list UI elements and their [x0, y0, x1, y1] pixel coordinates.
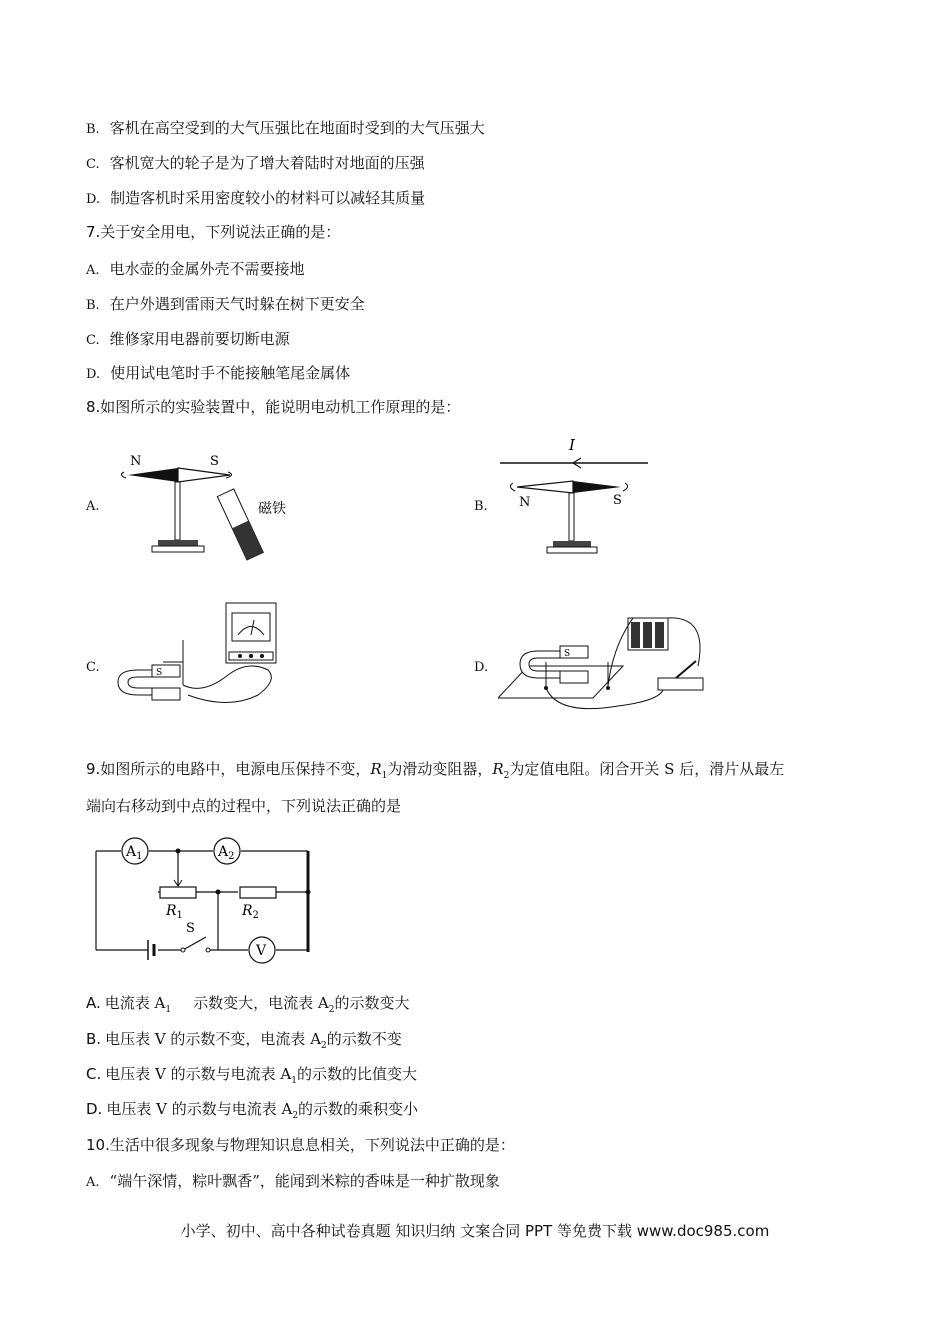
q6-option-b: B. 客机在高空受到的大气压强比在地面时受到的大气压强大	[86, 119, 485, 137]
q8-figure-d-label: D.	[474, 660, 489, 675]
q8-figure-a-compass-magnet	[110, 445, 310, 565]
compass-n-pole: N	[130, 454, 142, 469]
q8-stem: 8.如图所示的实验装置中，能说明电动机工作原理的是：	[86, 398, 461, 416]
q10-stem: 10.生活中很多现象与物理知识息息相关，下列说法中正确的是：	[86, 1136, 515, 1154]
q8-figure-b-wire-compass	[495, 430, 665, 560]
ammeter-a2: $A_2$	[218, 844, 235, 862]
q7-stem: 7.关于安全用电，下列说法正确的是：	[86, 223, 341, 241]
q7-option-c: C. 维修家用电器前要切断电源	[86, 330, 290, 348]
q9-circuit-diagram	[88, 832, 328, 964]
current-label: I	[569, 436, 575, 454]
magnet-s-pole: S	[156, 668, 163, 678]
q8-figure-b-label: B.	[474, 499, 488, 514]
resistor-r2-label: $R_2$	[242, 903, 259, 921]
page-footer: 小学、初中、高中各种试卷真题 知识归纳 文案合同 PPT 等免费下载 www.doc985.com	[180, 1222, 770, 1240]
compass-s-pole: S	[613, 493, 622, 508]
voltmeter-v: V	[256, 943, 267, 959]
q9-option-a: A. 电流表 $A_1$ 示数变大，电流表 $A_2$的示数变大	[86, 994, 410, 1015]
q8-figure-c-generator	[108, 600, 288, 720]
ammeter-a1: $A_1$	[126, 844, 143, 862]
q9-stem-line1: 9.如图所示的电路中，电源电压保持不变，$R_1$为滑动变阻器，$R_2$为定值电阻。闭合开关 S 后，滑片从最左	[86, 760, 785, 781]
q6-option-d: D. 制造客机时采用密度较小的材料可以减轻其质量	[86, 189, 426, 207]
compass-s-pole: S	[210, 454, 219, 469]
q9-stem-line2: 端向右移动到中点的过程中，下列说法正确的是	[86, 797, 402, 815]
q8-figure-d-motor	[498, 606, 723, 718]
q9-option-d: D. 电压表 V 的示数与电流表 $A_2$的示数的乘积变小	[86, 1100, 419, 1121]
magnet-label: 磁铁	[258, 501, 286, 517]
resistor-r1-label: $R_1$	[166, 903, 183, 921]
q8-figure-c-label: C.	[86, 660, 100, 675]
switch-s-label: S	[186, 921, 195, 936]
q10-option-a: A. “端午深情，粽叶飘香”，能闻到米粽的香味是一种扩散现象	[86, 1172, 500, 1190]
q7-option-a: A. 电水壶的金属外壳不需要接地	[86, 260, 305, 278]
q8-figure-a-label: A.	[86, 499, 100, 514]
q7-option-d: D. 使用试电笔时手不能接触笔尾金属体	[86, 364, 351, 382]
q9-option-b: B. 电压表 V 的示数不变，电流表 $A_2$的示数不变	[86, 1030, 402, 1051]
magnet-s-pole: S	[564, 649, 571, 659]
q6-option-c: C. 客机宽大的轮子是为了增大着陆时对地面的压强	[86, 154, 425, 172]
q7-option-b: B. 在户外遇到雷雨天气时躲在树下更安全	[86, 295, 365, 313]
compass-n-pole: N	[519, 495, 531, 510]
q9-option-c: C. 电压表 V 的示数与电流表 $A_1$的示数的比值变大	[86, 1065, 417, 1086]
